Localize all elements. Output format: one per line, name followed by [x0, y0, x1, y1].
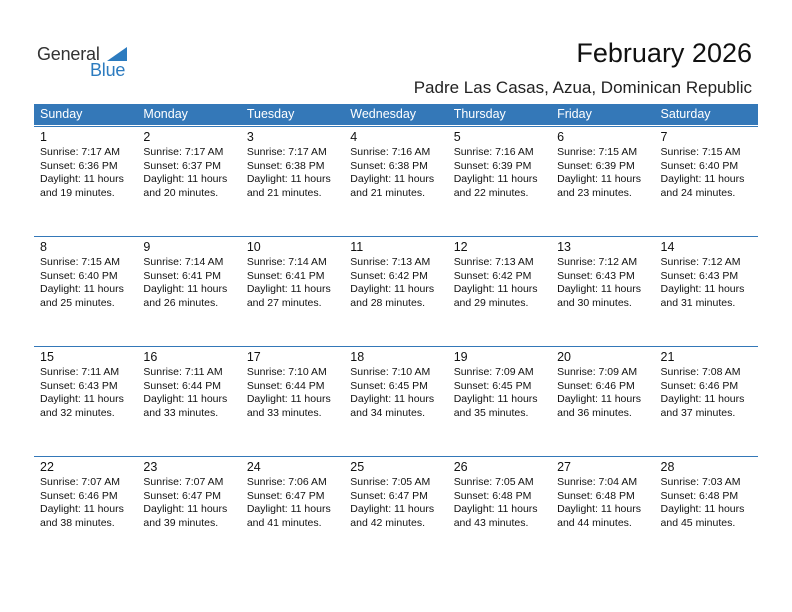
calendar-day-cell — [448, 127, 551, 227]
daylight-minutes-text: and 31 minutes. — [660, 296, 736, 309]
day-number: 6 — [557, 130, 565, 144]
calendar-day-cell — [655, 457, 758, 557]
sunrise-text: Sunrise: 7:16 AM — [453, 146, 534, 158]
calendar-day-cell — [241, 457, 344, 557]
day-number: 21 — [660, 350, 675, 364]
daylight-minutes-text: and 21 minutes. — [246, 186, 322, 199]
calendar-week-row — [34, 126, 758, 227]
calendar-week-row — [34, 456, 758, 557]
sunrise-text: Sunrise: 7:13 AM — [350, 256, 431, 268]
day-number: 8 — [40, 240, 47, 254]
calendar-day-cell — [34, 237, 137, 337]
sunset-text: Sunset: 6:39 PM — [557, 159, 635, 172]
calendar-day-cell — [344, 457, 447, 557]
logo-text-blue: Blue — [90, 60, 126, 80]
sunrise-text: Sunrise: 7:14 AM — [246, 256, 327, 268]
sunrise-text: Sunrise: 7:17 AM — [40, 146, 120, 158]
day-number: 3 — [246, 130, 254, 144]
daylight-text: Daylight: 11 hours — [350, 283, 435, 295]
daylight-text: Daylight: 11 hours — [246, 283, 331, 295]
daylight-text: Daylight: 11 hours — [557, 283, 641, 295]
daylight-text: Daylight: 11 hours — [246, 393, 331, 405]
weekday-header: Monday — [143, 107, 188, 121]
sunset-text: Sunset: 6:42 PM — [453, 269, 532, 282]
sunrise-text: Sunrise: 7:15 AM — [557, 146, 638, 158]
sunset-text: Sunset: 6:46 PM — [660, 379, 739, 392]
sunset-text: Sunset: 6:42 PM — [350, 269, 428, 282]
calendar-day-cell — [137, 237, 240, 337]
calendar-day-cell — [34, 127, 137, 227]
sunrise-text: Sunrise: 7:14 AM — [143, 256, 224, 268]
day-number: 16 — [143, 350, 158, 364]
daylight-minutes-text: and 37 minutes. — [660, 406, 736, 419]
sunset-text: Sunset: 6:45 PM — [350, 379, 428, 392]
day-number: 18 — [350, 350, 365, 364]
daylight-minutes-text: and 34 minutes. — [350, 406, 425, 419]
daylight-minutes-text: and 23 minutes. — [557, 186, 632, 199]
sunrise-text: Sunrise: 7:17 AM — [246, 146, 327, 158]
calendar-day-cell — [655, 237, 758, 337]
page-title: February 2026 — [576, 38, 752, 68]
daylight-minutes-text: and 43 minutes. — [453, 516, 529, 529]
calendar-week-row — [34, 236, 758, 337]
day-number: 15 — [40, 350, 54, 364]
daylight-text: Daylight: 11 hours — [453, 283, 538, 295]
daylight-minutes-text: and 45 minutes. — [660, 516, 736, 529]
day-number: 22 — [40, 460, 54, 474]
logo-text-general: General — [37, 44, 100, 64]
day-number: 28 — [660, 460, 675, 474]
calendar-day-cell — [655, 347, 758, 447]
daylight-text: Daylight: 11 hours — [557, 173, 641, 185]
sunrise-text: Sunrise: 7:09 AM — [453, 366, 534, 378]
daylight-minutes-text: and 30 minutes. — [557, 296, 632, 309]
daylight-minutes-text: and 41 minutes. — [246, 516, 322, 529]
daylight-text: Daylight: 11 hours — [350, 173, 435, 185]
daylight-text: Daylight: 11 hours — [246, 173, 331, 185]
daylight-text: Daylight: 11 hours — [557, 503, 641, 515]
daylight-minutes-text: and 19 minutes. — [40, 186, 115, 199]
daylight-minutes-text: and 26 minutes. — [143, 296, 219, 309]
sunrise-text: Sunrise: 7:15 AM — [40, 256, 120, 268]
daylight-text: Daylight: 11 hours — [40, 283, 124, 295]
daylight-text: Daylight: 11 hours — [143, 393, 228, 405]
calendar-day-cell — [241, 127, 344, 227]
calendar-day-cell — [34, 347, 137, 447]
calendar-day-cell — [551, 347, 654, 447]
sunset-text: Sunset: 6:44 PM — [246, 379, 325, 392]
calendar-day-cell — [344, 347, 447, 447]
sunrise-text: Sunrise: 7:16 AM — [350, 146, 431, 158]
sunrise-text: Sunrise: 7:05 AM — [350, 476, 431, 488]
calendar-day-cell — [448, 237, 551, 337]
daylight-text: Daylight: 11 hours — [453, 393, 538, 405]
sunset-text: Sunset: 6:37 PM — [143, 159, 222, 172]
daylight-text: Daylight: 11 hours — [557, 393, 641, 405]
weekday-header: Wednesday — [350, 107, 417, 121]
sunset-text: Sunset: 6:39 PM — [453, 159, 532, 172]
sunrise-text: Sunrise: 7:05 AM — [453, 476, 534, 488]
daylight-minutes-text: and 33 minutes. — [246, 406, 322, 419]
calendar-day-cell — [241, 347, 344, 447]
sunrise-text: Sunrise: 7:07 AM — [143, 476, 224, 488]
sunrise-text: Sunrise: 7:04 AM — [557, 476, 638, 488]
daylight-minutes-text: and 36 minutes. — [557, 406, 632, 419]
sunset-text: Sunset: 6:41 PM — [143, 269, 222, 282]
day-number: 23 — [143, 460, 158, 474]
sunset-text: Sunset: 6:43 PM — [660, 269, 739, 282]
sunset-text: Sunset: 6:38 PM — [350, 159, 428, 172]
day-number: 5 — [453, 130, 461, 144]
daylight-minutes-text: and 29 minutes. — [453, 296, 529, 309]
day-number: 17 — [246, 350, 261, 364]
calendar-day-cell — [344, 237, 447, 337]
calendar-day-cell — [241, 237, 344, 337]
daylight-minutes-text: and 33 minutes. — [143, 406, 219, 419]
day-number: 12 — [453, 240, 468, 254]
calendar-day-cell — [551, 457, 654, 557]
daylight-text: Daylight: 11 hours — [246, 503, 331, 515]
daylight-minutes-text: and 28 minutes. — [350, 296, 425, 309]
sunrise-text: Sunrise: 7:07 AM — [40, 476, 120, 488]
day-number: 4 — [350, 130, 358, 144]
weekday-header: Friday — [557, 107, 592, 121]
daylight-minutes-text: and 32 minutes. — [40, 406, 115, 419]
sunrise-text: Sunrise: 7:10 AM — [246, 366, 327, 378]
day-number: 7 — [660, 130, 668, 144]
daylight-minutes-text: and 38 minutes. — [40, 516, 115, 529]
calendar-day-cell — [137, 347, 240, 447]
calendar-day-cell — [551, 237, 654, 337]
weekday-header-row — [34, 104, 758, 125]
sunset-text: Sunset: 6:48 PM — [453, 489, 532, 502]
daylight-text: Daylight: 11 hours — [143, 173, 228, 185]
calendar-day-cell — [551, 127, 654, 227]
sunset-text: Sunset: 6:43 PM — [557, 269, 635, 282]
sunset-text: Sunset: 6:43 PM — [40, 379, 118, 392]
day-number: 10 — [246, 240, 261, 254]
sunset-text: Sunset: 6:45 PM — [453, 379, 532, 392]
daylight-text: Daylight: 11 hours — [143, 503, 228, 515]
daylight-text: Daylight: 11 hours — [453, 173, 538, 185]
sunrise-text: Sunrise: 7:13 AM — [453, 256, 534, 268]
calendar-week-row — [34, 346, 758, 447]
sunset-text: Sunset: 6:36 PM — [40, 159, 118, 172]
day-number: 13 — [557, 240, 572, 254]
calendar-day-cell — [344, 127, 447, 227]
location-subtitle: Padre Las Casas, Azua, Dominican Republic — [413, 78, 752, 97]
sunset-text: Sunset: 6:48 PM — [660, 489, 739, 502]
daylight-text: Daylight: 11 hours — [660, 173, 745, 185]
daylight-minutes-text: and 25 minutes. — [40, 296, 115, 309]
day-number: 27 — [557, 460, 572, 474]
weekday-header: Saturday — [660, 107, 711, 121]
calendar-day-cell — [448, 347, 551, 447]
day-number: 25 — [350, 460, 365, 474]
day-number: 11 — [350, 240, 364, 254]
daylight-minutes-text: and 39 minutes. — [143, 516, 219, 529]
sunset-text: Sunset: 6:40 PM — [40, 269, 118, 282]
day-number: 24 — [246, 460, 261, 474]
sunrise-text: Sunrise: 7:12 AM — [660, 256, 741, 268]
daylight-minutes-text: and 44 minutes. — [557, 516, 632, 529]
calendar-day-cell — [655, 127, 758, 227]
sunset-text: Sunset: 6:47 PM — [143, 489, 222, 502]
sunrise-text: Sunrise: 7:12 AM — [557, 256, 638, 268]
calendar-day-cell — [448, 457, 551, 557]
sunrise-text: Sunrise: 7:03 AM — [660, 476, 741, 488]
daylight-minutes-text: and 27 minutes. — [246, 296, 322, 309]
sunset-text: Sunset: 6:38 PM — [246, 159, 325, 172]
daylight-minutes-text: and 24 minutes. — [660, 186, 736, 199]
daylight-text: Daylight: 11 hours — [660, 503, 745, 515]
day-number: 26 — [453, 460, 468, 474]
daylight-minutes-text: and 21 minutes. — [350, 186, 425, 199]
weekday-header: Tuesday — [246, 107, 295, 121]
daylight-minutes-text: and 20 minutes. — [143, 186, 219, 199]
sunrise-text: Sunrise: 7:15 AM — [660, 146, 741, 158]
sunrise-text: Sunrise: 7:17 AM — [143, 146, 224, 158]
daylight-text: Daylight: 11 hours — [350, 503, 435, 515]
logo — [37, 44, 137, 80]
sunrise-text: Sunrise: 7:09 AM — [557, 366, 638, 378]
sunset-text: Sunset: 6:48 PM — [557, 489, 635, 502]
weekday-header: Sunday — [40, 107, 83, 121]
sunrise-text: Sunrise: 7:11 AM — [40, 366, 120, 378]
calendar-day-cell — [137, 457, 240, 557]
day-number: 2 — [143, 130, 151, 144]
sunset-text: Sunset: 6:46 PM — [557, 379, 635, 392]
calendar-day-cell — [137, 127, 240, 227]
sunset-text: Sunset: 6:40 PM — [660, 159, 739, 172]
day-number: 14 — [660, 240, 675, 254]
sunset-text: Sunset: 6:44 PM — [143, 379, 222, 392]
day-number: 19 — [453, 350, 468, 364]
daylight-text: Daylight: 11 hours — [453, 503, 538, 515]
sunrise-text: Sunrise: 7:11 AM — [143, 366, 223, 378]
daylight-text: Daylight: 11 hours — [143, 283, 228, 295]
sunset-text: Sunset: 6:41 PM — [246, 269, 325, 282]
day-number: 9 — [143, 240, 151, 254]
daylight-minutes-text: and 35 minutes. — [453, 406, 529, 419]
day-number: 20 — [557, 350, 572, 364]
daylight-minutes-text: and 22 minutes. — [453, 186, 529, 199]
sunrise-text: Sunrise: 7:06 AM — [246, 476, 327, 488]
daylight-text: Daylight: 11 hours — [40, 393, 124, 405]
sunrise-text: Sunrise: 7:10 AM — [350, 366, 431, 378]
sunset-text: Sunset: 6:47 PM — [350, 489, 428, 502]
sunrise-text: Sunrise: 7:08 AM — [660, 366, 741, 378]
daylight-minutes-text: and 42 minutes. — [350, 516, 425, 529]
daylight-text: Daylight: 11 hours — [660, 393, 745, 405]
daylight-text: Daylight: 11 hours — [660, 283, 745, 295]
day-number: 1 — [40, 130, 47, 144]
calendar-day-cell — [34, 457, 137, 557]
sunset-text: Sunset: 6:46 PM — [40, 489, 118, 502]
daylight-text: Daylight: 11 hours — [350, 393, 435, 405]
logo-triangle-icon — [107, 47, 127, 61]
daylight-text: Daylight: 11 hours — [40, 503, 124, 515]
sunset-text: Sunset: 6:47 PM — [246, 489, 325, 502]
daylight-text: Daylight: 11 hours — [40, 173, 124, 185]
weekday-header: Thursday — [453, 107, 506, 121]
